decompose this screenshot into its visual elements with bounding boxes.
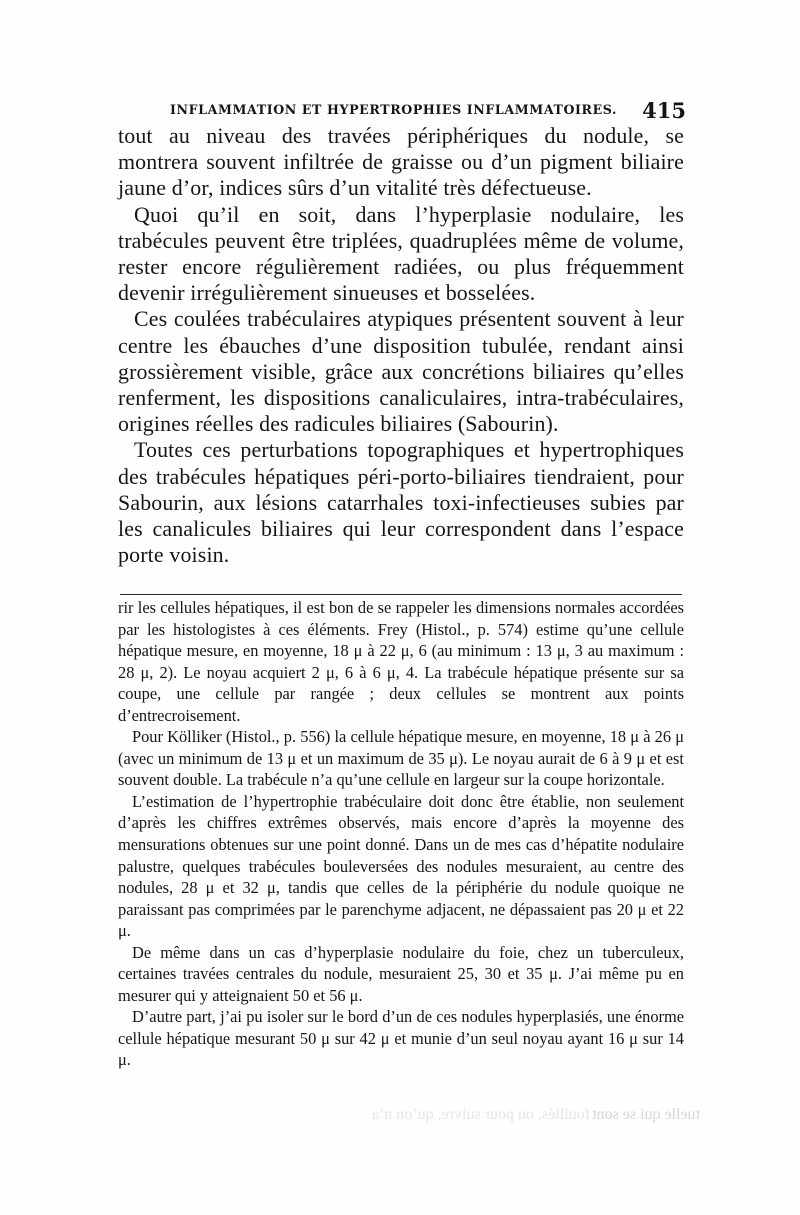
footnote-paragraph: De même dans un cas d’hyperplasie nodulaire du foie, chez un tuberculeux, certaines travées centrales du nodule, mesuraient 25, 30 et 35 μ. J’ai même pu en mesurer qui y atteignaient 50 et 56 μ. (118, 942, 684, 1005)
main-text (118, 123, 684, 568)
show-through-text: tuelle qui se sont (592, 1106, 700, 1123)
footnote-separator-rule (120, 594, 682, 595)
show-through-text: fouillés, ou pour suivre, qu’on n’a (371, 1106, 590, 1123)
footnote-paragraph-continued: rir les cellules hépatiques, il est bon de se rappeler les dimensions normales accordées par les histologistes à ces éléments. Frey (Histol., p. 574) estime qu’une cellule hépatique mesure, en moyenne, 18 μ à 22 μ, 6 (au minimum : 13 μ, 3 au maximum : 28 μ, 2). Le noyau acquiert 2 μ, 6 à 6 μ, 4. La trabécule hépatique présente sur sa coupe, une cellule par rangée ; deux cellules se montrent aux points d’entrecroisement. (118, 598, 684, 725)
footnote-paragraph: L’estimation de l’hypertrophie trabéculaire doit donc être établie, non seulement d’après les chiffres extrêmes observés, mais encore d’après la moyenne des mensurations obtenues sur une point donné. Dans un de mes cas d’hépatite nodulaire palustre, quelques trabécules bouleversées des nodules mesuraient, au centre des nodules, 28 μ et 32 μ, tandis que celles de la périphérie du nodule quoique ne paraissant pas comprimées par le parenchyme adjacent, ne dépassaient pas 20 μ et 22 μ. (118, 791, 684, 941)
running-title: INFLAMMATION ET HYPERTROPHIES INFLAMMATOIRES. (170, 102, 618, 117)
page-header (150, 98, 686, 122)
footnote-paragraph: Pour Kölliker (Histol., p. 556) la cellule hépatique mesure, en moyenne, 18 μ à 26 μ (avec un minimum de 13 μ et un maximum de 35 μ). Le noyau aurait de 6 à 9 μ et est souvent double. La trabécule n’a qu’une cellule en largeur sur la coupe horizontale. (118, 727, 684, 790)
footnote-paragraph: D’autre part, j’ai pu isoler sur le bord d’un de ces nodules hyperplasiés, une énorme cellule hépatique mesurant 50 μ sur 42 μ et munie d’un seul noyau ayant 16 μ sur 14 μ. (118, 1007, 684, 1070)
footnote-block (118, 597, 684, 1071)
page-number: 415 (642, 98, 686, 123)
body-paragraph-continued: tout au niveau des travées périphériques du nodule, se montrera souvent infiltrée de graisse ou d’un pigment biliaire jaune d’or, indices sûrs d’un vitalité très défectueuse. (118, 123, 684, 201)
body-paragraph: Ces coulées trabéculaires atypiques présentent souvent à leur centre les ébauches d’une disposition tubulée, rendant ainsi grossièrement visible, grâce aux concrétions biliaires qu’elles renferment, les dispositions canaliculaires, intra-trabéculaires, origines réelles des radicules biliaires (Sabourin). (118, 306, 684, 437)
body-paragraph: Quoi qu’il en soit, dans l’hyperplasie nodulaire, les trabécules peuvent être triplées, quadruplées même de volume, rester encore régulièrement radiées, ou plus fréquemment devenir irrégulièrement sinueuses et bosselées. (118, 201, 684, 306)
body-paragraph: Toutes ces perturbations topographiques et hypertrophiques des trabécules hépatiques péri-porto-biliaires tiendraient, pour Sabourin, aux lésions catarrhales toxi-infectieuses subies par les canalicules biliaires qui leur correspondent dans l’espace porte voisin. (118, 437, 684, 568)
